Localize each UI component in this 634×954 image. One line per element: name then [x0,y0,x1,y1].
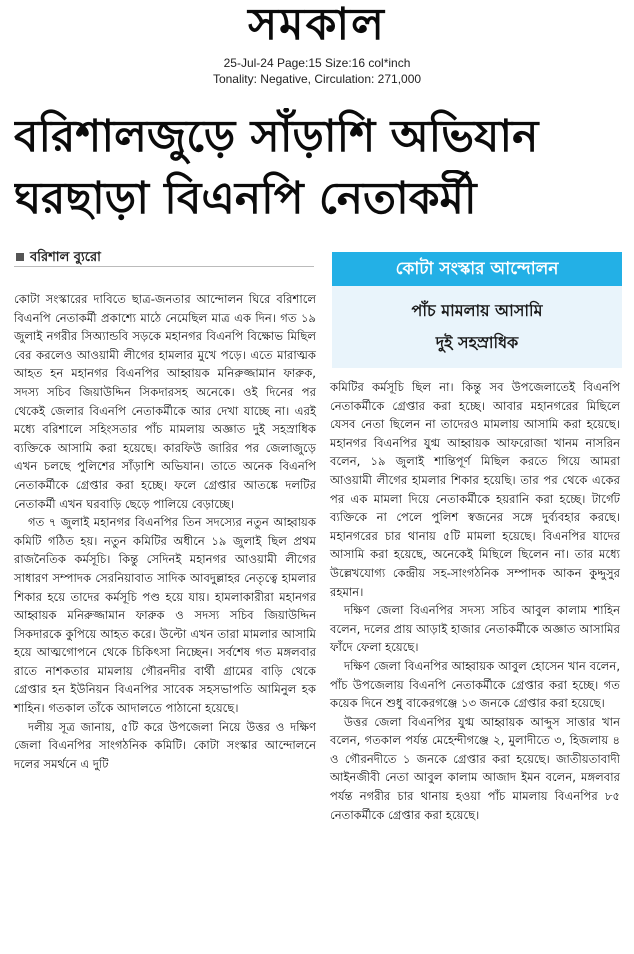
byline-divider [14,266,314,267]
kicker-tag: কোটা সংস্কার আন্দোলন [332,252,622,286]
article-column-1 [14,290,316,773]
paragraph: দক্ষিণ জেলা বিএনপির সদস্য সচিব আবুল কালাম শাহিন বলেন, দলের প্রায় আড়াই হাজার নেতাকর্মীকে অজ্ঞাত আসামির ফাঁদে ফেলা হয়েছে। [330,603,620,655]
kicker-subhead-1: পাঁচ মামলায় আসামি [411,301,543,320]
masthead [0,0,634,52]
kicker-subhead-2: দুই সহস্রাধিক [435,333,519,352]
newspaper-logo: সমকাল [248,0,386,50]
byline-square-icon [16,253,24,261]
byline-text: বরিশাল ব্যুরো [30,250,101,265]
paragraph: কমিটির কর্মসূচি ছিল না। কিন্তু সব উপজেলাতেই বিএনপি নেতাকর্মীকে গ্রেপ্তার করা হচ্ছে। আবার মহানগরের মিছিলে যেসব নেতা ছিলেন না তাদেরও মামলায় আসামি করা হয়েছে। মহানগর বিএনপির যুগ্ম আহ্বায়ক আফরোজা খানম নাসরিন বলেন, ১৯ জুলাই শান্তিপূর্ণ মিছিল করতে গিয়ে আমরা আওয়ামী লীগের হামলার শিকার হয়েছি। তার পর থেকে একের পর এক মামলা দিয়ে নেতাকর্মীকে হয়রানি করা হচ্ছে। টার্গেট ব্যক্তিকে না পেলে পুলিশ স্বজনের সঙ্গে দুর্ব্যবহার করছে। মহানগরের চার থানায় ৫টি মামলা হয়েছে। বিএনপির যাদের আসামি করা হয়েছে, অনেকেই মিছিলে ছিলেন না। তার মধ্যে উল্লেখযোগ্য কেন্দ্রীয় সহ-সাংগঠনিক সম্পাদক আকন কুদ্দুসুর রহমান। [330,380,620,599]
kicker-box [332,252,622,368]
paragraph: উত্তর জেলা বিএনপির যুগ্ম আহ্বায়ক আব্দুস সাত্তার খান বলেন, গতকাল পর্যন্ত মেহেন্দীগঞ্জে ২, মুলাদীতে ৩, হিজলায় ৪ ও গৌরনদীতে ১ জনকে গ্রেপ্তার করা হয়েছে। জাতীয়তাবাদী আইনজীবী নেতা আবুল কালাম আজাদ ইমন বলেন, মঙ্গলবার পর্যন্ত নগরীর চার থানায় হওয়া পাঁচ মামলায় বিএনপির ৮৫ নেতাকর্মীকে গ্রেপ্তার করা হয়েছে। [330,714,620,822]
paragraph: গত ৭ জুলাই মহানগর বিএনপির তিন সদস্যের নতুন আহ্বায়ক কমিটি গঠিত হয়। নতুন কমিটির অধীনে ১৯ জুলাই ছিল প্রথম রাজনৈতিক কর্মসূচি। কিন্তু সেদিনই মহানগর আওয়ামী লীগের সাধারণ সম্পাদক সেরনিয়াবাত সাদিক আবদুল্লাহর নেতৃত্বে হামলার শিকার হয়ে তাদের কর্মসূচি পণ্ড হয়ে যায়। হামলাকারীরা মহানগর আহ্বায়ক মনিরুজ্জামান ফারুক ও সদস্য সচিব জিয়াউদ্দিন সিকদারকে কুপিয়ে আহত করে। উল্টো এখন তারা মামলার আসামি হয়ে আত্মগোপনে থেকে চিকিৎসা নিচ্ছেন। সর্বশেষ গত মঙ্গলবার রাতে নাশকতার মামলায় গৌরনদীর বার্থী গ্রামের বাড়ি থেকে গ্রেপ্তার হন ইউনিয়ন বিএনপির সাবেক সহসভাপতি আমিনুল হক শাহিন। গতকাল তাঁকে আদালতে পাঠানো হয়েছে। [14,515,316,716]
clip-meta-tonality: Tonality: Negative, Circulation: 271,000 [212,72,422,86]
paragraph: কোটা সংস্কারের দাবিতে ছাত্র-জনতার আন্দোলন ঘিরে বরিশালে বিএনপি নেতাকর্মী প্রকাশ্যে মাঠে নেমেছিল মাত্র এক দিন। গত ১৯ জুলাই নগরীর সিঅ্যান্ডবি সড়কে মহানগর বিএনপি বিক্ষোভ মিছিল বের করলেও আওয়ামী লীগের হামলার মুখে পড়ে। এতে মারাত্মক আহত হন মহানগর বিএনপির আহ্বায়ক মনিরুজ্জামান ফারুক, সদস্য সচিব জিয়াউদ্দিন সিকদারসহ অনেকে। ওই দিনের পর থেকেই জেলার বিএনপি নেতাকর্মীকে আর দেখা যাচ্ছে না। এরই মধ্যে বরিশালে সহিংসতার পাঁচ মামলায় অজ্ঞাত দুই সহস্রাধিক ব্যক্তিকে আসামি করা হয়েছে। কারফিউ জারির পর জেলাজুড়ে এখন চলছে পুলিশের সাঁড়াশি অভিযান। তাতে অনেক বিএনপি নেতাকর্মীকে গ্রেপ্তার করা হচ্ছে। ফলে গ্রেপ্তার আতঙ্কে দলটির নেতাকর্মী এখন ঘরবাড়ি ছেড়ে পালিয়ে বেড়াচ্ছে। [14,292,316,511]
paragraph: দক্ষিণ জেলা বিএনপির আহ্বায়ক আবুল হোসেন খান বলেন, পাঁচ উপজেলায় বিএনপি নেতাকর্মীকে গ্রেপ্তার করা হচ্ছে। গত কয়েক দিনে শুধু বাকেরগঞ্জে ১৩ জনকে গ্রেপ্তার করা হয়েছে। [330,658,620,711]
clip-meta-date-page: 25-Jul-24 Page:15 Size:16 col*inch [223,56,411,70]
article-column-2 [330,378,620,824]
headline-line-2: ঘরছাড়া বিএনপি নেতাকর্মী [14,173,477,224]
paragraph: দলীয় সূত্র জানায়, ৫টি করে উপজেলা নিয়ে উত্তর ও দক্ষিণ জেলা বিএনপির সাংগঠনিক কমিটি। কোটা সংস্কার আন্দোলনে দলের সমর্থনে এ দুটি [14,719,316,771]
headline-line-1: বরিশালজুড়ে সাঁড়াশি অভিযান [14,111,539,162]
